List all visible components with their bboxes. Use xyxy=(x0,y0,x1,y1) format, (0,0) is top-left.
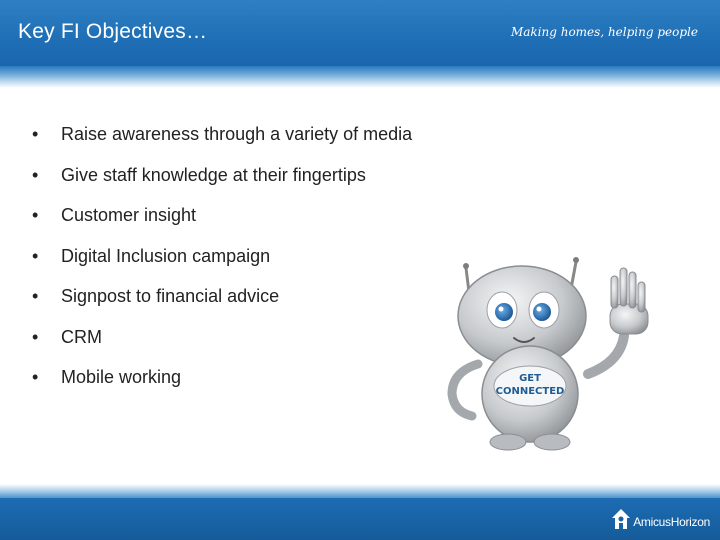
bullet-item xyxy=(32,124,412,165)
bullet-text: Signpost to financial advice xyxy=(61,286,280,306)
bullet-icon: • xyxy=(32,326,39,347)
bullet-item xyxy=(32,165,412,206)
bullet-item xyxy=(32,246,412,287)
header-bar xyxy=(0,0,720,66)
bullet-icon: • xyxy=(32,286,39,306)
bullet-icon: • xyxy=(32,124,39,144)
bullet-text: Give staff knowledge at their fingertips xyxy=(61,164,366,185)
logo-text: AmicusHorizon xyxy=(633,515,710,529)
amicus-horizon-logo xyxy=(611,508,710,530)
robot-sign-line2: CONNECTED xyxy=(495,386,565,397)
bullet-text: Raise awareness through a variety of media xyxy=(61,124,413,144)
bullet-item xyxy=(32,367,412,408)
robot-illustration xyxy=(438,254,668,454)
bullet-text: CRM xyxy=(61,326,102,347)
bullet-text: Digital Inclusion campaign xyxy=(61,245,271,266)
bullet-item xyxy=(32,205,412,246)
house-logo-icon xyxy=(611,508,631,530)
bullet-item xyxy=(32,327,412,368)
bullet-icon: • xyxy=(32,205,39,225)
tagline: Making homes, helping people xyxy=(510,25,698,39)
bullet-item xyxy=(32,286,412,327)
bullet-icon: • xyxy=(32,164,39,185)
robot-sign-line1: GET xyxy=(519,373,541,384)
robot-hand xyxy=(610,268,648,334)
bullet-icon: • xyxy=(32,367,39,387)
bullet-list xyxy=(32,124,412,408)
bullet-icon: • xyxy=(32,245,39,266)
bullet-text: Customer insight xyxy=(61,205,197,225)
header-gradient-band xyxy=(0,66,720,88)
footer-gradient-band xyxy=(0,484,720,498)
bullet-text: Mobile working xyxy=(61,367,182,387)
slide-title: Key FI Objectives… xyxy=(18,20,208,43)
